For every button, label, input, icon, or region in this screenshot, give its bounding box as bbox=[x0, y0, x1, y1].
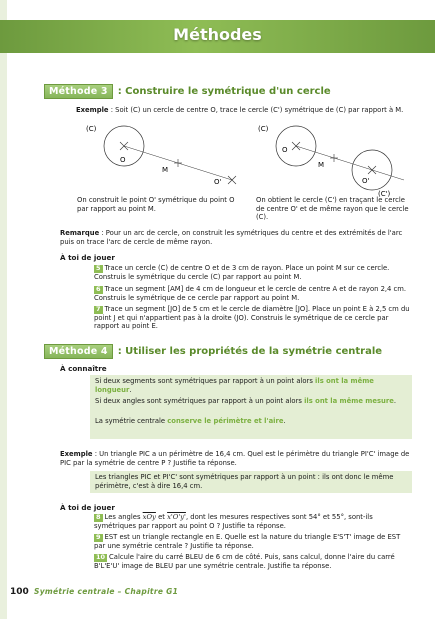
method-3-badge: Méthode 3 bbox=[44, 84, 113, 99]
remarque: Remarque : Pour un arc de cercle, on construit les symétriques du centre et des extrémités de l'arc puis on trace l'arc de cercle de même rayon. bbox=[60, 229, 403, 246]
header-banner bbox=[0, 20, 435, 53]
side-margin bbox=[0, 0, 7, 619]
svg-text:(C): (C) bbox=[258, 125, 269, 133]
svg-text:O': O' bbox=[362, 177, 370, 185]
exercise-6: 6 Trace un segment [AM] de 4 cm de longueur et le cercle de centre A et de rayon 2,4 cm. Construis le symétrique de ce cercle par rapport au point M. bbox=[94, 285, 407, 302]
exercise-9: 9 EST est un triangle rectangle en E. Quelle est la nature du triangle E'S'T' image de EST par une symétrie centrale ? Justifie ta réponse. bbox=[94, 533, 401, 550]
exercise-8: 8 Les angles $\overline{xOy}$ et x'O'y', dont les mesures respectives sont 54° et 55°, sont-ils symétriques par rapport au point O ? Justifie ta réponse. bbox=[94, 513, 373, 530]
method-4-heading bbox=[44, 344, 382, 358]
method-3-heading bbox=[44, 84, 331, 98]
label-c: (C) bbox=[86, 125, 97, 133]
page-number: 100 bbox=[10, 587, 29, 597]
page-footer bbox=[0, 584, 435, 602]
svg-text:M: M bbox=[318, 161, 325, 169]
exercise-5: 5 Trace un cercle (C) de centre O et de 3 cm de rayon. Place un point M sur ce cercle. Construis le symétrique du cercle (C) par rapport au point M. bbox=[94, 264, 390, 281]
method-4-badge: Méthode 4 bbox=[44, 344, 113, 359]
a-toi-de-jouer-2: À toi de jouer bbox=[60, 503, 115, 512]
property-segments: Si deux segments sont symétriques par rapport à un point alors ils ont la même longueur. bbox=[95, 377, 374, 394]
exercise-7: 7 Trace un segment [JO] de 5 cm et le cercle de diamètre [JO]. Place un point E à 2,5 cm du point J et qui n'appartient pas à la droite (JO). Construis le symétrique de ce cercle par rapport au point E. bbox=[94, 305, 410, 331]
example-answer: Les triangles PIC et PI'C' sont symétriques par rapport à un point : ils ont donc le même périmètre, c'est à dire 16,4 cm. bbox=[95, 473, 394, 490]
chapter-title: Symétrie centrale – Chapitre G1 bbox=[34, 587, 179, 596]
caption-2: On obtient le cercle (C') en traçant le cercle de centre O' et de même rayon que le cercle (C). bbox=[256, 196, 409, 222]
label-o: O bbox=[120, 156, 126, 164]
method-3-title: : Construire le symétrique d'un cercle bbox=[117, 85, 331, 97]
property-area: La symétrie centrale conserve le périmètre et l'aire. bbox=[95, 417, 286, 425]
page-title: Méthodes bbox=[173, 25, 262, 44]
method-3-example: Exemple : Soit (C) un cercle de centre O, trace le cercle (C') symétrique de (C) par rapport à M. bbox=[76, 106, 404, 114]
a-toi-de-jouer-1: À toi de jouer bbox=[60, 253, 115, 262]
exercise-10: 10 Calcule l'aire du carré BLEU de 6 cm de côté. Puis, sans calcul, donne l'aire du carré B'L'E'U' image de BLEU par une symétrie centrale. Justifie ta réponse. bbox=[94, 553, 395, 570]
property-angles: Si deux angles sont symétriques par rapport à un point alors ils ont la même mesure. bbox=[95, 397, 397, 405]
figure-symmetric-circle bbox=[254, 122, 414, 197]
svg-text:O: O bbox=[282, 146, 288, 154]
caption-1: On construit le point O' symétrique du point O par rapport au point M. bbox=[77, 196, 235, 213]
method-4-example: Exemple : Un triangle PIC a un périmètre de 16,4 cm. Quel est le périmètre du triangle PI'C' image de PIC par la symétrie de centre P ? Justifie ta réponse. bbox=[60, 450, 410, 467]
a-connaitre: À connaître bbox=[60, 364, 107, 373]
label-m: M bbox=[162, 166, 169, 174]
svg-text:(C'): (C') bbox=[378, 190, 391, 197]
method-4-title: : Utiliser les propriétés de la symétrie centrale bbox=[117, 345, 383, 357]
figure-symmetric-point bbox=[82, 122, 242, 192]
label-o2: O' bbox=[214, 178, 222, 186]
